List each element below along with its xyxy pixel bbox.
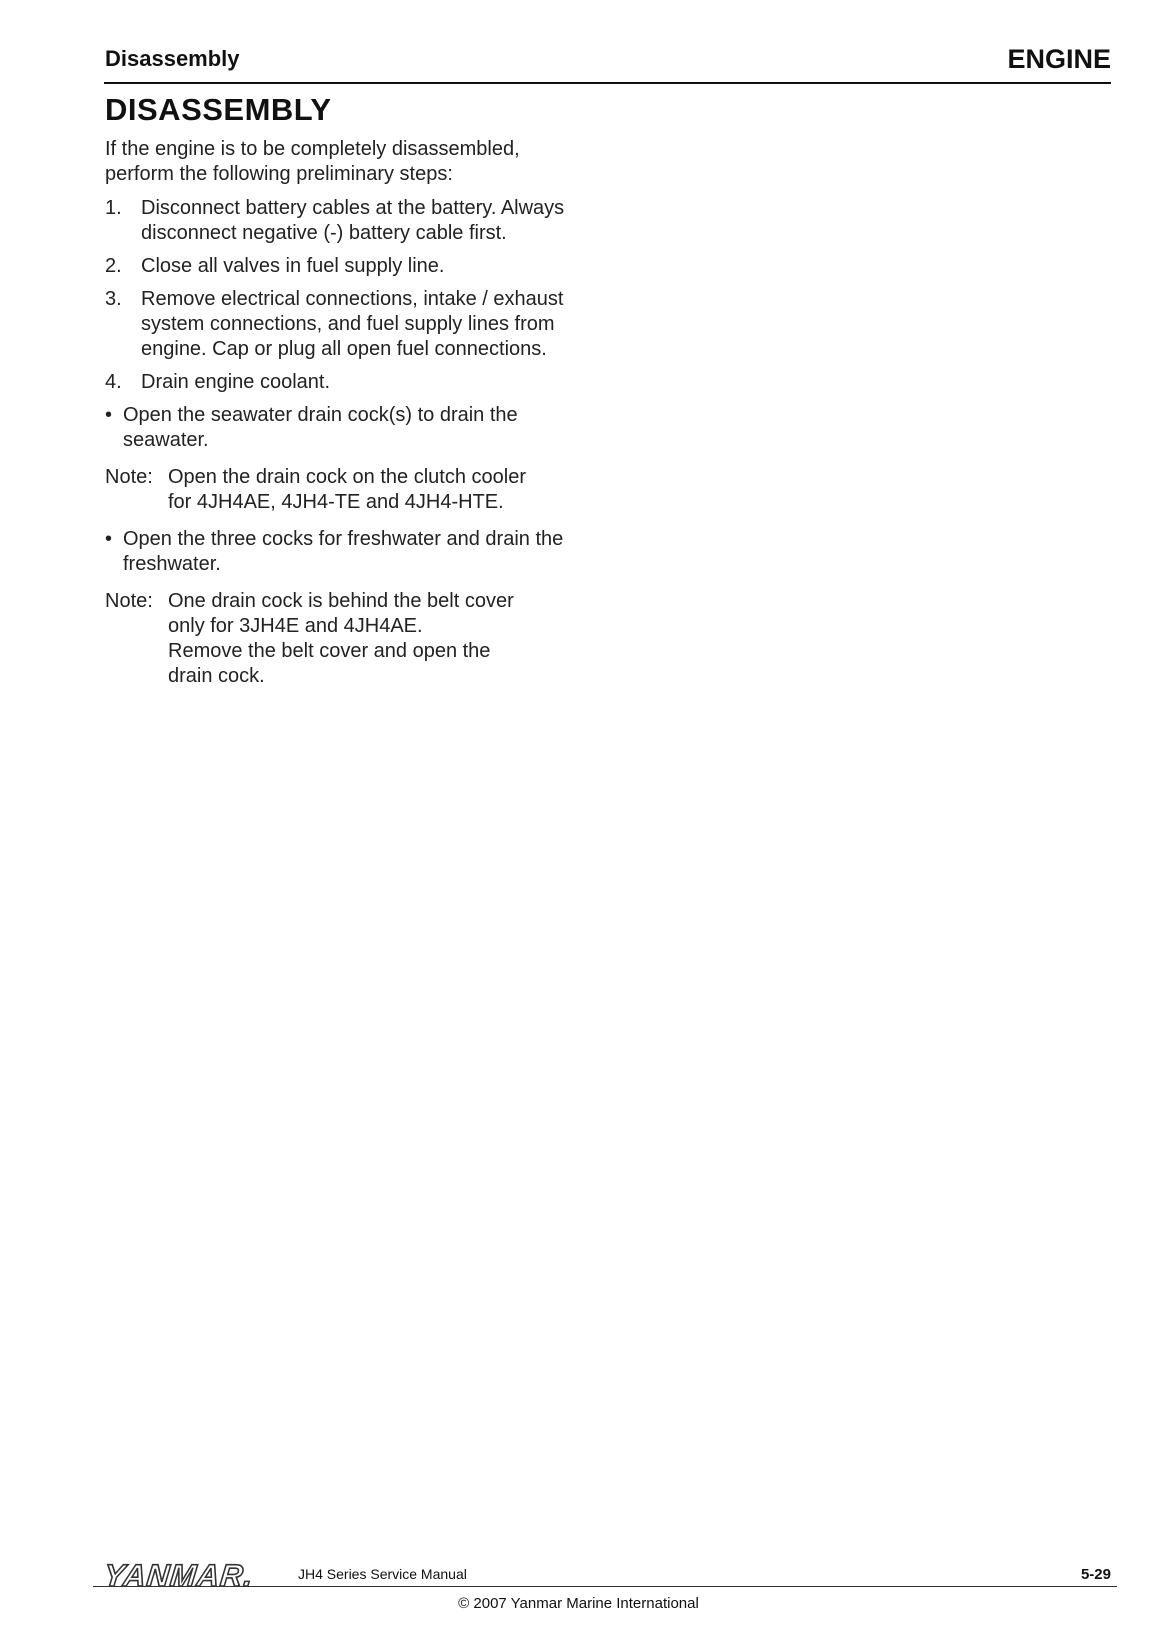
step-text-line: Remove electrical connections, intake / exhaust (141, 288, 564, 310)
note-text-line: Remove the belt cover and open the (168, 640, 491, 662)
step-text-line: disconnect negative (-) battery cable first. (141, 222, 507, 244)
bullet-text-line: Open the seawater drain cock(s) to drain the (123, 404, 518, 426)
step-number: 1. (105, 197, 122, 219)
copyright-notice: © 2007 Yanmar Marine International (458, 1595, 699, 1612)
note-text-line: only for 3JH4E and 4JH4AE. (168, 615, 423, 637)
intro-line: perform the following preliminary steps: (105, 163, 453, 185)
body-content (105, 137, 605, 701)
footer-manual-title: JH4 Series Service Manual (298, 1566, 467, 1582)
step-item (105, 254, 605, 279)
step-item (105, 287, 605, 362)
step-text-line: Close all valves in fuel supply line. (141, 255, 445, 277)
note-text-line: for 4JH4AE, 4JH4-TE and 4JH4-HTE. (168, 491, 504, 513)
yanmar-logo: YANMAR. (102, 1558, 256, 1593)
step-number: 2. (105, 255, 122, 277)
footer-rule (93, 1586, 1117, 1587)
page-number: 5-29 (1080, 1566, 1111, 1583)
step-text-line: Drain engine coolant. (141, 371, 331, 393)
intro-paragraph (105, 137, 605, 187)
bullet-mark: • (105, 404, 113, 426)
note-text-line: Open the drain cock on the clutch cooler (168, 466, 526, 488)
bullet-text-line: seawater. (123, 429, 209, 451)
header-rule (104, 82, 1111, 84)
note-text-line: drain cock. (168, 665, 265, 687)
step-item (105, 196, 605, 246)
step-number: 3. (105, 288, 122, 310)
step-text-line: Disconnect battery cables at the battery. Always (141, 197, 565, 219)
intro-line: If the engine is to be completely disassembled, (105, 138, 520, 160)
step-text-line: engine. Cap or plug all open fuel connections. (141, 338, 547, 360)
bullet-item (105, 403, 605, 453)
step-item (105, 370, 605, 395)
bullet-item (105, 527, 605, 577)
note-block (105, 465, 605, 515)
bullet-text-line: Open the three cocks for freshwater and drain the (123, 528, 564, 550)
bullet-mark: • (105, 528, 113, 550)
note-text-line: One drain cock is behind the belt cover (168, 590, 514, 612)
step-text-line: system connections, and fuel supply lines from (141, 313, 555, 335)
bullet-text-line: freshwater. (123, 553, 221, 575)
note-label: Note: (105, 590, 153, 612)
page-title: DISASSEMBLY (105, 92, 332, 127)
note-label: Note: (105, 466, 153, 488)
step-number: 4. (105, 371, 122, 393)
header-section-label: Disassembly (105, 46, 240, 71)
note-block (105, 589, 605, 689)
header-chapter-label: ENGINE (1007, 44, 1111, 74)
